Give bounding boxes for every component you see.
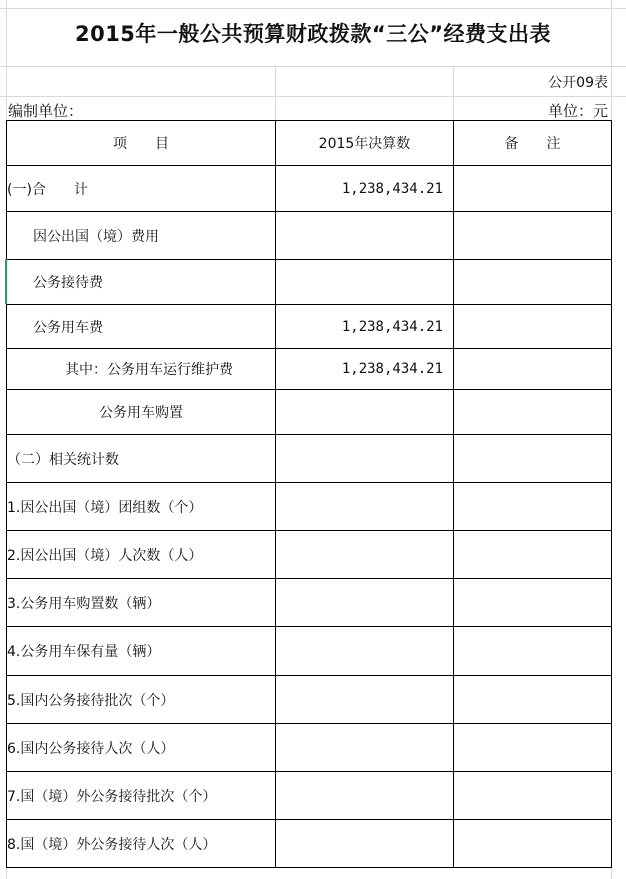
row-amount[interactable]: 1,238,434.21 bbox=[276, 349, 454, 390]
row-remark[interactable] bbox=[454, 531, 612, 579]
row-label[interactable]: 4.公务用车保有量（辆） bbox=[7, 627, 276, 676]
row-label[interactable]: 8.国（境）外公务接待人次（人） bbox=[7, 820, 276, 868]
row-amount[interactable] bbox=[276, 531, 454, 579]
row-remark[interactable] bbox=[454, 579, 612, 627]
table-row bbox=[7, 260, 612, 305]
unit-label: 单位：元 bbox=[547, 102, 608, 120]
header-item[interactable]: 项 目 bbox=[7, 121, 276, 166]
header-amount[interactable]: 2015年决算数 bbox=[276, 121, 454, 166]
table-row bbox=[7, 483, 612, 531]
row-remark[interactable] bbox=[454, 166, 612, 212]
row-amount[interactable] bbox=[276, 772, 454, 820]
row-remark[interactable] bbox=[454, 483, 612, 531]
gridline bbox=[275, 66, 276, 120]
row-remark[interactable] bbox=[454, 435, 612, 483]
row-amount[interactable] bbox=[276, 390, 454, 435]
row-amount[interactable] bbox=[276, 724, 454, 772]
row-remark[interactable] bbox=[454, 305, 612, 349]
row-amount[interactable] bbox=[276, 260, 454, 305]
row-label[interactable]: 2.因公出国（境）人次数（人） bbox=[7, 531, 276, 579]
row-label[interactable]: （二）相关统计数 bbox=[7, 435, 276, 483]
row-remark[interactable] bbox=[454, 820, 612, 868]
prepared-by-label: 编制单位： bbox=[8, 102, 84, 120]
table-row bbox=[7, 435, 612, 483]
row-amount[interactable] bbox=[276, 435, 454, 483]
row-remark[interactable] bbox=[454, 724, 612, 772]
row-remark[interactable] bbox=[454, 627, 612, 676]
cell-selection-indicator bbox=[5, 259, 7, 304]
table-row bbox=[7, 390, 612, 435]
page-title: 2015年一般公共预算财政拨款“三公”经费支出表 bbox=[74, 22, 552, 46]
row-remark[interactable] bbox=[454, 260, 612, 305]
table-row bbox=[7, 724, 612, 772]
row-amount[interactable] bbox=[276, 820, 454, 868]
table-row bbox=[7, 305, 612, 349]
table-header-row bbox=[7, 121, 612, 166]
row-label[interactable]: 7.国（境）外公务接待批次（个） bbox=[7, 772, 276, 820]
table-row bbox=[7, 166, 612, 212]
form-number: 公开09表 bbox=[548, 75, 608, 91]
expenditure-table bbox=[6, 120, 612, 868]
table-row bbox=[7, 820, 612, 868]
header-remark[interactable]: 备 注 bbox=[454, 121, 612, 166]
row-label[interactable]: 公务用车购置 bbox=[7, 390, 276, 435]
table-row bbox=[7, 579, 612, 627]
row-amount[interactable] bbox=[276, 676, 454, 724]
row-remark[interactable] bbox=[454, 349, 612, 390]
row-amount[interactable]: 1,238,434.21 bbox=[276, 166, 454, 212]
table-row bbox=[7, 212, 612, 260]
row-label[interactable]: 5.国内公务接待批次（个） bbox=[7, 676, 276, 724]
row-amount[interactable] bbox=[276, 483, 454, 531]
row-label[interactable]: 其中：公务用车运行维护费 bbox=[7, 349, 276, 390]
gridline bbox=[453, 66, 454, 120]
row-remark[interactable] bbox=[454, 390, 612, 435]
row-label[interactable]: 3.公务用车购置数（辆） bbox=[7, 579, 276, 627]
table-row bbox=[7, 349, 612, 390]
gridline bbox=[0, 8, 626, 9]
row-label[interactable]: 公务用车费 bbox=[7, 305, 276, 349]
row-label[interactable]: 公务接待费 bbox=[7, 260, 276, 305]
table-row bbox=[7, 772, 612, 820]
table-row bbox=[7, 676, 612, 724]
row-remark[interactable] bbox=[454, 676, 612, 724]
gridline bbox=[0, 66, 626, 67]
row-amount[interactable] bbox=[276, 579, 454, 627]
table-row bbox=[7, 531, 612, 579]
row-amount[interactable] bbox=[276, 627, 454, 676]
row-amount[interactable] bbox=[276, 212, 454, 260]
table-row bbox=[7, 627, 612, 676]
row-label[interactable]: (一)合 计 bbox=[7, 166, 276, 212]
row-label[interactable]: 因公出国（境）费用 bbox=[7, 212, 276, 260]
row-amount[interactable]: 1,238,434.21 bbox=[276, 305, 454, 349]
row-label[interactable]: 6.国内公务接待人次（人） bbox=[7, 724, 276, 772]
gridline bbox=[0, 96, 626, 97]
row-label[interactable]: 1.因公出国（境）团组数（个） bbox=[7, 483, 276, 531]
row-remark[interactable] bbox=[454, 212, 612, 260]
row-remark[interactable] bbox=[454, 772, 612, 820]
